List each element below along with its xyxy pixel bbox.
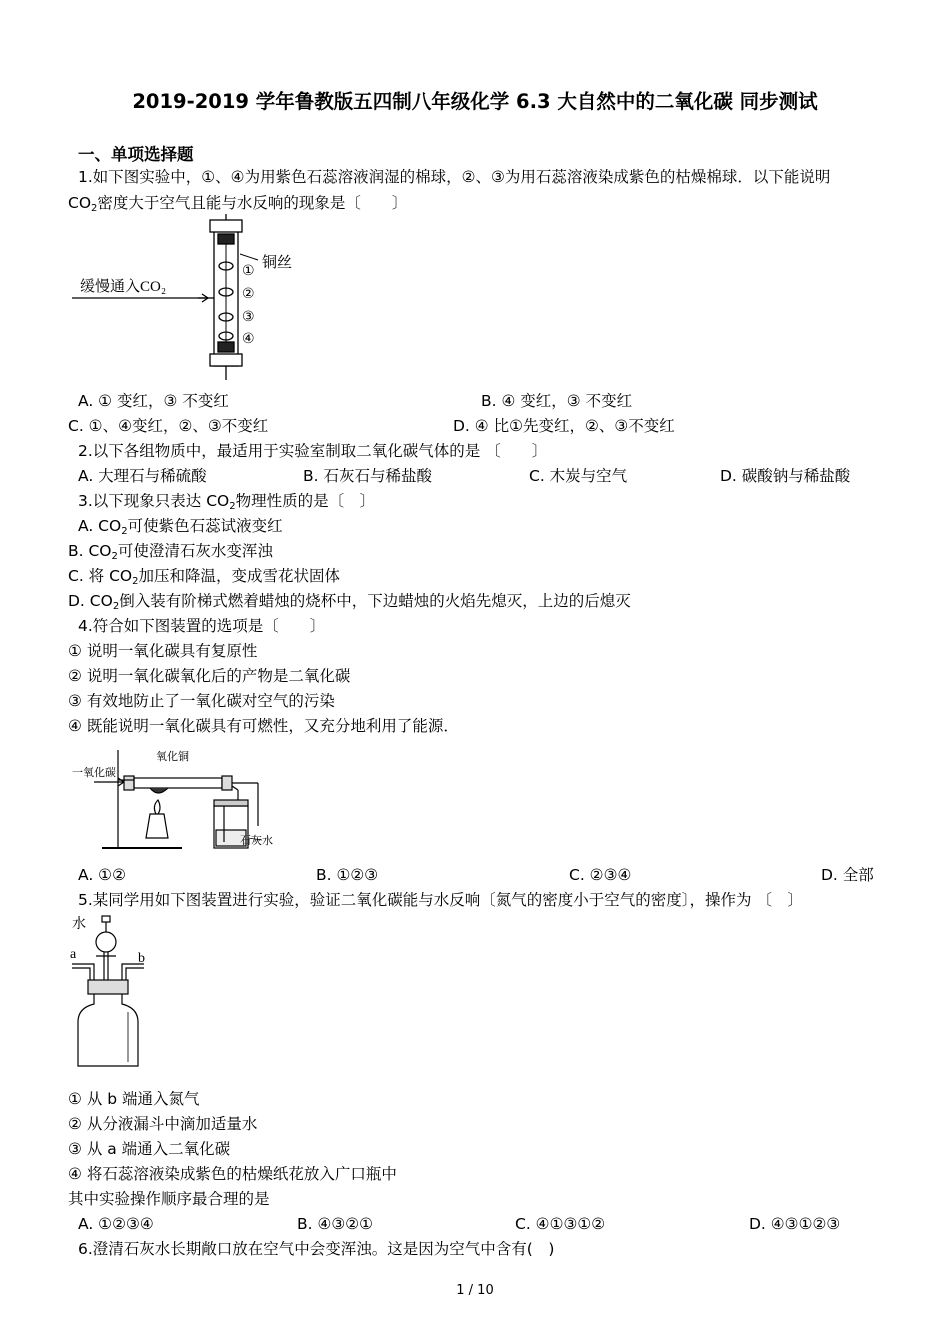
q4-item: ① 说明一氧化碳具有复原性 (68, 642, 258, 660)
q1-apparatus-figure (68, 214, 308, 380)
q5-a-label: a (70, 947, 77, 962)
page-number: 1 / 10 (456, 1283, 494, 1298)
q4-option-c: C. ②③④ (569, 866, 632, 884)
q2-stem: 2.以下各组物质中，最适用于实验室制取二氧化碳气体的是 〔 〕 (78, 442, 548, 460)
q2-option-c: C. 木炭与空气 (529, 467, 628, 485)
q5-item: ② 从分液漏斗中滴加适量水 (68, 1115, 258, 1133)
q1-ball-label: ① (242, 263, 255, 279)
q5-option-c: C. ④①③①② (515, 1215, 606, 1233)
q4-co-label: 一氧化碳 (72, 767, 116, 779)
q1-inlet-label: 缓慢通入CO₂ (80, 279, 167, 295)
q4-item: ③ 有效地防止了一氧化碳对空气的污染 (68, 692, 335, 710)
page-title: 2019-2019 学年鲁教版五四制八年级化学 6.3 大自然中的二氧化碳 同步测试 (132, 90, 818, 113)
q1-option-d: D. ④ 比①先变红，②、③不变红 (453, 417, 675, 435)
q4-option-d: D. 全部 (821, 866, 874, 884)
q4-apparatus-figure (72, 740, 292, 860)
q4-item: ④ 既能说明一氧化碳具有可燃性，又充分地利用了能源． (68, 717, 459, 735)
q1-stem-line2: $CO_2$密度大于空气且能与水反响的现象是〔 〕 (68, 194, 408, 214)
q5-option-a: A. ①②③④ (78, 1215, 154, 1233)
q4-option-a: A. ①② (78, 866, 126, 884)
q1-ball-label: ④ (242, 331, 255, 347)
q3-option-b: B. $CO_2$可使澄清石灰水变浑浊 (68, 542, 273, 562)
q4-option-b: B. ①②③ (316, 866, 379, 884)
q5-option-d: D. ④③①②③ (749, 1215, 841, 1233)
q5-item: ① 从 b 端通入氮气 (68, 1090, 200, 1108)
q2-option-d: D. 碳酸钠与稀盐酸 (720, 467, 851, 485)
q3-option-c: C. 将 $CO_2$加压和降温，变成雪花状固体 (68, 567, 341, 587)
q5-option-b: B. ④③②① (297, 1215, 374, 1233)
q6-stem: 6.澄清石灰水长期敞口放在空气中会变浑浊。这是因为空气中含有( ) (78, 1240, 555, 1258)
q3-option-d: D. $CO_2$倒入装有阶梯式燃着蜡烛的烧杯中，下边蜡烛的火焰先熄灭，上边的后熄灭 (68, 592, 631, 612)
q5-summary: 其中实验操作顺序最合理的是 (68, 1190, 270, 1208)
q1-wire-label: 铜丝 (262, 255, 293, 271)
q3-stem: 3.以下现象只表达 $CO_2$物理性质的是〔 〕 (78, 492, 376, 512)
q5-item: ③ 从 a 端通入二氧化碳 (68, 1140, 231, 1158)
q1-stem-line1: 1.如下图实验中，①、④为用紫色石蕊溶液润湿的棉球，②、③为用石蕊溶液染成紫色的枯燥棉球．以下能说明 (78, 168, 831, 186)
q5-apparatus-figure (68, 912, 158, 1076)
q4-lime-label: 石灰水 (240, 835, 273, 847)
q4-cuo-label: 氧化铜 (156, 751, 189, 763)
q5-stem: 5.某同学用如下图装置进行实验，验证二氧化碳能与水反响〔氮气的密度小于空气的密度〕，操作为 〔 〕 (78, 891, 803, 909)
section-heading: 一、单项选择题 (78, 145, 194, 164)
q4-stem: 4.符合如下图装置的选项是〔 〕 (78, 617, 326, 635)
q5-item: ④ 将石蕊溶液染成紫色的枯燥纸花放入广口瓶中 (68, 1165, 397, 1183)
q1-option-a: A. ① 变红，③ 不变红 (78, 392, 229, 410)
q1-option-c: C. ①、④变红，②、③不变红 (68, 417, 269, 435)
q3-option-a: A. $CO_2$可使紫色石蕊试液变红 (78, 517, 283, 537)
q2-option-b: B. 石灰石与稀盐酸 (303, 467, 432, 485)
q1-ball-label: ② (242, 286, 255, 302)
q4-item: ② 说明一氧化碳氧化后的产物是二氧化碳 (68, 667, 351, 685)
q1-ball-label: ③ (242, 309, 255, 325)
q1-option-b: B. ④ 变红，③ 不变红 (481, 392, 633, 410)
q2-option-a: A. 大理石与稀硫酸 (78, 467, 207, 485)
q5-water-label: 水 (72, 917, 86, 932)
q5-b-label: b (138, 951, 145, 966)
